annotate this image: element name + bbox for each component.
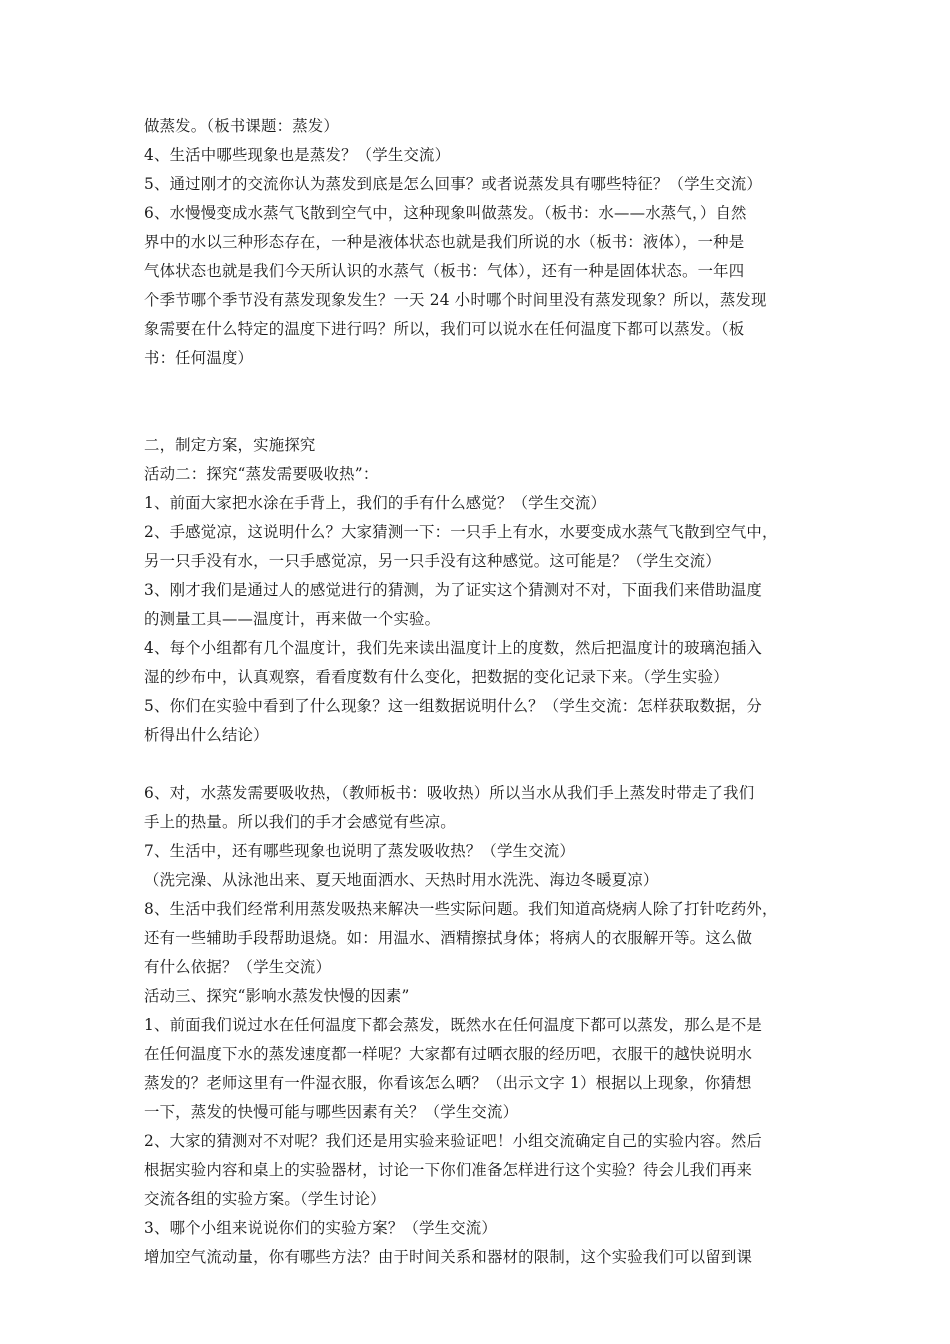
paragraph-line: 蒸发的？老师这里有一件湿衣服，你看该怎么晒？（出示文字 1）根据以上现象，你猜想	[144, 1074, 752, 1092]
paragraph-line: 书：任何温度）	[144, 349, 254, 367]
paragraph-line: 4、生活中哪些现象也是蒸发？（学生交流）	[144, 146, 451, 164]
activity-heading: 活动二：探究“蒸发需要吸收热”：	[144, 465, 379, 483]
paragraph-line: 2、手感觉凉，这说明什么？大家猜测一下：一只手上有水，水要变成水蒸气飞散到空气中，	[144, 523, 778, 541]
paragraph-line: 根据实验内容和桌上的实验器材，讨论一下你们准备怎样进行这个实验？待会儿我们再来	[144, 1161, 753, 1179]
section-top	[144, 112, 824, 373]
paragraph-line: 的测量工具——温度计，再来做一个实验。	[144, 610, 441, 628]
section-heading: 二，制定方案，实施探究	[144, 436, 316, 454]
document-page	[144, 112, 824, 1272]
paragraph-line: 8、生活中我们经常利用蒸发吸热来解决一些实际问题。我们知道高烧病人除了打针吃药外，	[144, 900, 778, 918]
paragraph-line: 一下，蒸发的快慢可能与哪些因素有关？（学生交流）	[144, 1103, 519, 1121]
paragraph-line: 5、通过刚才的交流你认为蒸发到底是怎么回事？或者说蒸发具有哪些特征？（学生交流）	[144, 175, 763, 193]
paragraph-line: 气体状态也就是我们今天所认识的水蒸气（板书：气体），还有一种是固体状态。一年四	[144, 262, 745, 280]
section-spacer	[144, 373, 824, 431]
paragraph-line: 1、前面我们说过水在任何温度下都会蒸发，既然水在任何温度下都可以蒸发，那么是不是	[144, 1016, 763, 1034]
paragraph-line: 析得出什么结论）	[144, 726, 269, 744]
paragraph-line: 1、前面大家把水涂在手背上，我们的手有什么感觉？（学生交流）	[144, 494, 607, 512]
paragraph-line: 6、水慢慢变成水蒸气飞散到空气中，这种现象叫做蒸发。（板书：水——水蒸气，）自然	[144, 204, 747, 222]
paragraph-line: 界中的水以三种形态存在，一种是液体状态也就是我们所说的水（板书：液体），一种是	[144, 233, 745, 251]
paragraph-line: 6、对，水蒸发需要吸收热，（教师板书：吸收热）所以当水从我们手上蒸发时带走了我们	[144, 784, 755, 802]
paragraph-line: 2、大家的猜测对不对呢？我们还是用实验来验证吧！小组交流确定自己的实验内容。然后	[144, 1132, 763, 1150]
paragraph-spacer	[144, 750, 824, 779]
paragraph-line: 7、生活中，还有哪些现象也说明了蒸发吸收热？（学生交流）	[144, 842, 575, 860]
paragraph-line: 个季节哪个季节没有蒸发现象发生？一天 24 小时哪个时间里没有蒸发现象？所以，蒸发现	[144, 291, 767, 309]
activity-heading: 活动三、探究“影响水蒸发快慢的因素”	[144, 987, 410, 1005]
paragraph-line: 增加空气流动量，你有哪些方法？由于时间关系和器材的限制，这个实验我们可以留到课	[144, 1248, 753, 1266]
section-bottom	[144, 779, 824, 1272]
paragraph-line: 湿的纱布中，认真观察，看看度数有什么变化，把数据的变化记录下来。（学生实验）	[144, 668, 729, 686]
paragraph-line: 做蒸发。（板书课题：蒸发）	[144, 117, 339, 135]
paragraph-line: 交流各组的实验方案。（学生讨论）	[144, 1190, 386, 1208]
paragraph-line: 4、每个小组都有几个温度计，我们先来读出温度计上的度数，然后把温度计的玻璃泡插入	[144, 639, 763, 657]
paragraph-line: 手上的热量。所以我们的手才会感觉有些凉。	[144, 813, 456, 831]
paragraph-line: 在任何温度下水的蒸发速度都一样呢？大家都有过晒衣服的经历吧，衣服干的越快说明水	[144, 1045, 753, 1063]
paragraph-line: 另一只手没有水，一只手感觉凉，另一只手没有这种感觉。这可能是？（学生交流）	[144, 552, 721, 570]
paragraph-line: 3、刚才我们是通过人的感觉进行的猜测，为了证实这个猜测对不对，下面我们来借助温度	[144, 581, 763, 599]
paragraph-line: 5、你们在实验中看到了什么现象？这一组数据说明什么？（学生交流：怎样获取数据，分	[144, 697, 763, 715]
paragraph-line: 有什么依据？（学生交流）	[144, 958, 332, 976]
paragraph-line: 3、哪个小组来说说你们的实验方案？（学生交流）	[144, 1219, 497, 1237]
paragraph-line: （洗完澡、从泳池出来、夏天地面洒水、天热时用水洗洗、海边冬暖夏凉）	[144, 871, 659, 889]
paragraph-line: 还有一些辅助手段帮助退烧。如：用温水、酒精擦拭身体；将病人的衣服解开等。这么做	[144, 929, 753, 947]
section-middle	[144, 431, 824, 750]
paragraph-line: 象需要在什么特定的温度下进行吗？所以，我们可以说水在任何温度下都可以蒸发。（板	[144, 320, 745, 338]
